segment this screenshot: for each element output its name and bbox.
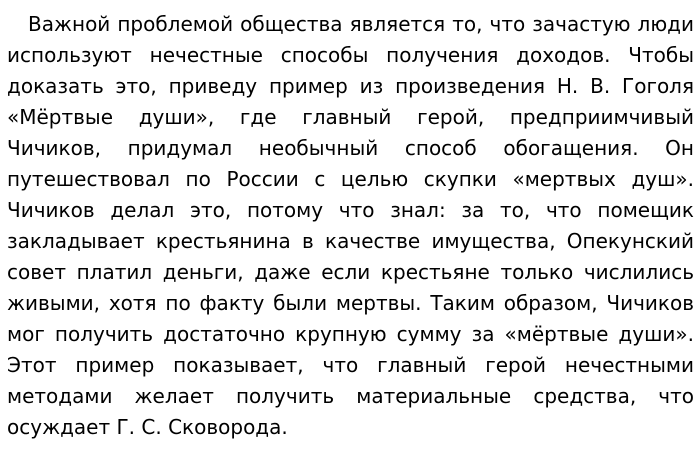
essay-paragraph: Важной проблемой общества является то, что зачастую люди используют нечестные способы получения доходов. Чтобы доказать это, приведу пример из произведения Н. В. Гоголя «Мёртвые души», где главный герой, предприимчивый Чичиков, придумал необычный способ обогащения. Он путешествовал по России с целью скупки «мертвых душ». Чичиков делал это, потому что знал: за то, что помещик закладывает крестьянина в качестве имущества, Опекунский совет платил деньги, даже если крестьяне только числились живыми, хотя по факту были мертвы. Таким образом, Чичиков мог получить достаточно крупную сумму за «мёртвые души». Этот пример показывает, что главный герой нечестными методами желает получить материальные средства, что осуждает Г. С. Сковорода. <box>7 12 694 439</box>
